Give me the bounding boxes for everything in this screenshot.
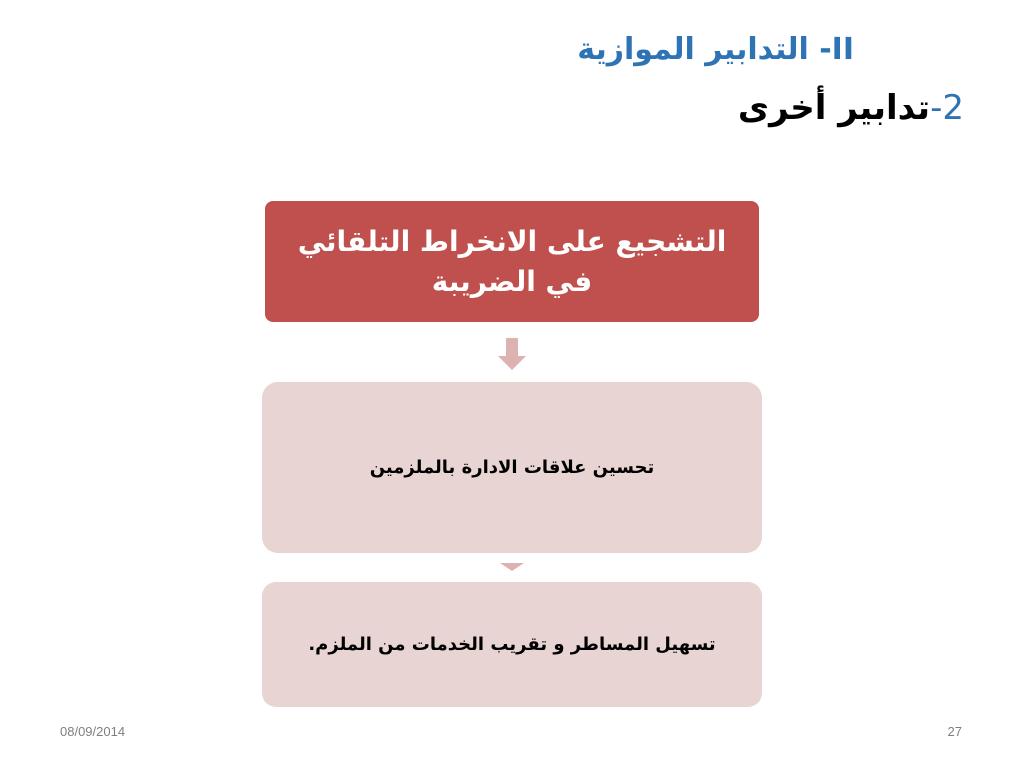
down-arrow-icon [500, 563, 524, 571]
slide-subtitle [738, 86, 964, 130]
subtitle-text: تدابير أخرى [737, 88, 931, 128]
flow-step-2 [262, 382, 762, 553]
flow-step-2-label: تحسين علاقات الادارة بالملزمين [369, 456, 655, 478]
footer-date: 08/09/2014 [60, 724, 126, 739]
page-number: 27 [947, 724, 962, 739]
subtitle-number: 2- [930, 88, 964, 128]
slide-title: II- التدابير الموازية [577, 32, 854, 67]
flow-step-1-label: التشجيع على الانخراط التلقائي في الضريبة [297, 224, 727, 298]
flow-step-3 [262, 582, 762, 707]
flow-step-3-label: تسهيل المساطر و تقريب الخدمات من الملزم. [308, 633, 716, 655]
flow-step-1 [265, 201, 759, 322]
down-arrow-icon [498, 338, 526, 370]
